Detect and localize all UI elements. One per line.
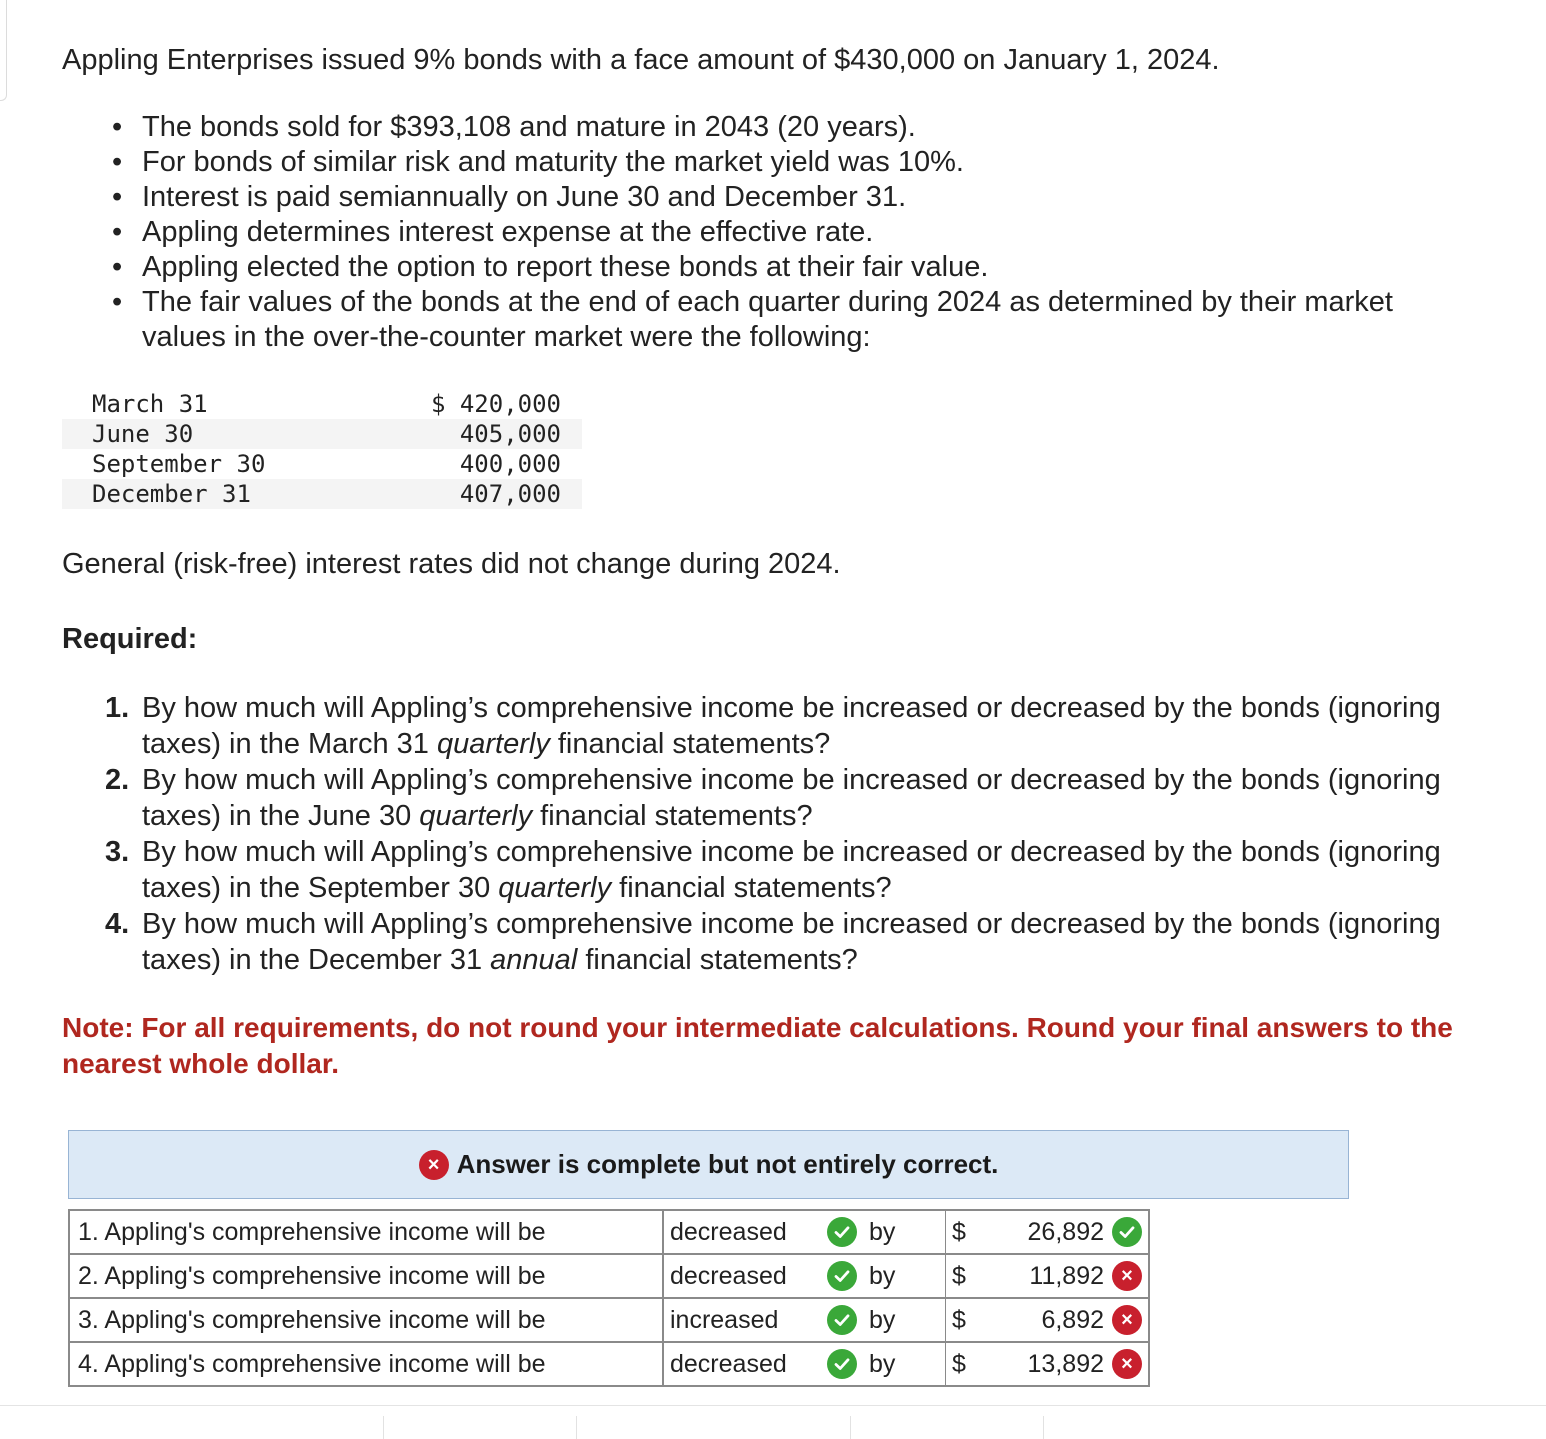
facts-list xyxy=(142,110,1442,355)
check-circle-icon xyxy=(827,1217,857,1247)
answer-label: 4. Appling's comprehensive income will be xyxy=(69,1342,663,1386)
direction-select[interactable]: decreased xyxy=(670,1217,787,1246)
divider xyxy=(576,1416,577,1439)
bottom-strip xyxy=(0,1405,1546,1439)
requirement-text: By how much will Appling’s comprehensive income be increased or decreased by the bonds (ignoring taxes) in the December 31 xyxy=(142,908,1441,976)
fair-value-amount: 400,000 xyxy=(459,450,561,478)
fair-value-date: March 31 xyxy=(92,390,208,418)
by-label: by xyxy=(863,1298,946,1342)
answer-row xyxy=(69,1210,1149,1254)
check-circle-icon xyxy=(827,1261,857,1291)
fair-value-date: September 30 xyxy=(92,450,266,478)
requirement-item xyxy=(105,762,1462,834)
amount-input[interactable]: 26,892 xyxy=(1027,1217,1104,1246)
requirement-item xyxy=(105,834,1462,906)
x-circle-icon: × xyxy=(1112,1349,1142,1379)
direction-cell xyxy=(663,1210,863,1254)
answer-row xyxy=(69,1254,1149,1298)
requirement-text: By how much will Appling’s comprehensive income be increased or decreased by the bonds (ignoring taxes) in the June 30 xyxy=(142,764,1441,832)
answer-table xyxy=(68,1209,1150,1387)
fair-value-row xyxy=(62,389,582,419)
check-circle-icon xyxy=(827,1349,857,1379)
rounding-note: Note: For all requirements, do not round your intermediate calculations. Round your final answers to the nearest whole dollar. xyxy=(62,1012,1453,1079)
by-label: by xyxy=(863,1210,946,1254)
amount-input[interactable]: 11,892 xyxy=(1029,1261,1104,1290)
fair-value-row xyxy=(62,419,582,449)
direction-select[interactable]: increased xyxy=(670,1305,779,1334)
requirement-emphasis: quarterly xyxy=(419,800,533,832)
fact-item: • The bonds sold for $393,108 and mature in 2043 (20 years). xyxy=(142,110,1442,145)
fair-value-date: June 30 xyxy=(62,419,360,449)
currency-symbol: $ xyxy=(952,1217,966,1246)
by-label: by xyxy=(863,1254,946,1298)
answer-status-banner xyxy=(68,1130,1349,1199)
divider xyxy=(383,1416,384,1439)
fair-value-amount: 405,000 xyxy=(360,419,582,449)
currency-symbol: $ xyxy=(952,1261,966,1290)
x-circle-icon: × xyxy=(1112,1261,1142,1291)
fact-item: • Appling determines interest expense at the effective rate. xyxy=(142,215,1442,250)
requirement-text: By how much will Appling’s comprehensive income be increased or decreased by the bonds (ignoring taxes) in the March 31 xyxy=(142,692,1441,760)
answer-label: 3. Appling's comprehensive income will be xyxy=(69,1298,663,1342)
answer-row xyxy=(69,1298,1149,1342)
requirement-item xyxy=(105,906,1462,978)
required-heading: Required: xyxy=(62,623,198,655)
direction-cell xyxy=(663,1298,863,1342)
page-frame-edge xyxy=(0,0,7,101)
answer-label: 2. Appling's comprehensive income will be xyxy=(69,1254,663,1298)
fair-value-row xyxy=(62,479,582,509)
requirement-number: 1. xyxy=(105,692,130,724)
amount-cell xyxy=(946,1254,1150,1298)
check-circle-icon xyxy=(1112,1217,1142,1247)
requirement-text-end: financial statements? xyxy=(549,728,831,760)
fair-value-row xyxy=(62,449,582,479)
answer-row xyxy=(69,1342,1149,1386)
requirement-text-end: financial statements? xyxy=(611,872,892,904)
fact-item: • Appling elected the option to report these bonds at their fair value. xyxy=(142,250,1442,285)
requirement-text-end: financial statements? xyxy=(577,944,858,976)
requirement-number: 2. xyxy=(105,764,130,796)
requirement-number: 3. xyxy=(105,836,130,868)
divider xyxy=(1043,1416,1044,1439)
intro-text: Appling Enterprises issued 9% bonds with a face amount of $430,000 on January 1, 2024. xyxy=(62,44,1220,76)
fair-value-table xyxy=(62,389,582,509)
fair-value-amount: $ 420,000 xyxy=(430,390,561,418)
fact-item: • Interest is paid semiannually on June 30 and December 31. xyxy=(142,180,1442,215)
fact-item: • The fair values of the bonds at the end of each quarter during 2024 as determined by their market values in the over-the-counter market were the following: xyxy=(142,285,1442,355)
requirements-list xyxy=(105,690,1462,978)
amount-cell xyxy=(946,1342,1150,1386)
x-circle-icon: × xyxy=(1112,1305,1142,1335)
currency-symbol: $ xyxy=(952,1349,966,1378)
currency-symbol: $ xyxy=(952,1305,966,1334)
amount-cell xyxy=(946,1298,1150,1342)
requirement-text-end: financial statements? xyxy=(532,800,813,832)
divider xyxy=(850,1416,851,1439)
x-circle-icon: × xyxy=(419,1150,449,1180)
by-label: by xyxy=(863,1342,946,1386)
check-circle-icon xyxy=(827,1305,857,1335)
direction-select[interactable]: decreased xyxy=(670,1261,787,1290)
amount-input[interactable]: 13,892 xyxy=(1027,1349,1104,1378)
requirement-text: By how much will Appling’s comprehensive income be increased or decreased by the bonds (ignoring taxes) in the September 30 xyxy=(142,836,1441,904)
fact-item: • For bonds of similar risk and maturity the market yield was 10%. xyxy=(142,145,1442,180)
direction-select[interactable]: decreased xyxy=(670,1349,787,1378)
answer-label: 1. Appling's comprehensive income will be xyxy=(69,1210,663,1254)
fair-value-amount: 407,000 xyxy=(360,479,582,509)
amount-cell xyxy=(946,1210,1150,1254)
requirement-emphasis: annual xyxy=(490,944,578,976)
requirement-item xyxy=(105,690,1462,762)
general-rates-note: General (risk-free) interest rates did not change during 2024. xyxy=(62,548,841,580)
amount-input[interactable]: 6,892 xyxy=(1041,1305,1104,1334)
requirement-emphasis: quarterly xyxy=(436,728,550,760)
fair-value-date: December 31 xyxy=(62,479,360,509)
requirement-emphasis: quarterly xyxy=(498,872,612,904)
requirement-number: 4. xyxy=(105,908,130,940)
answer-status-text: Answer is complete but not entirely correct. xyxy=(456,1149,999,1179)
direction-cell xyxy=(663,1254,863,1298)
direction-cell xyxy=(663,1342,863,1386)
